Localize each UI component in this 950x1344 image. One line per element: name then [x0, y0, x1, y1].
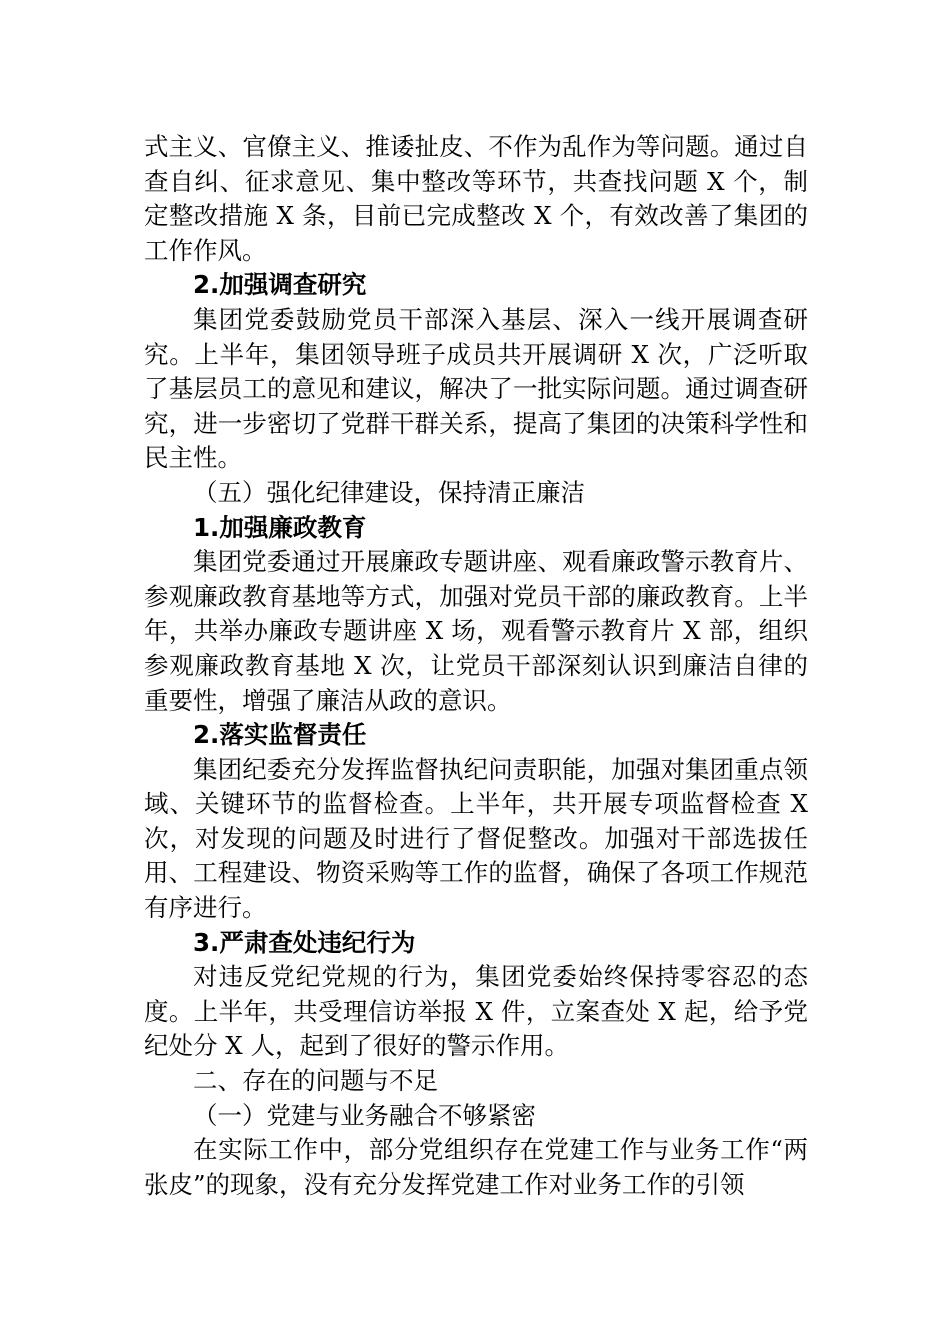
- paragraph-violations: 对违反党纪党规的行为，集团党委始终保持零容忍的态度。上半年，共受理信访举报 X 件，立案查处 X 起，给予党纪处分 X 人，起到了很好的警示作用。: [144, 962, 808, 1061]
- paragraph-integrity-education: 集团党委通过开展廉政专题讲座、观看廉政警示教育片、参观廉政教育基地等方式，加强对党员干部的廉政教育。上半年，共举办廉政专题讲座 X 场，观看警示教育片 X 部，组织参观廉政教育基地 X 次，让党员干部深刻认识到廉洁自律的重要性，增强了廉洁从政的意识。: [144, 547, 808, 715]
- paragraph-investigation: 集团党委鼓励党员干部深入基层、深入一线开展调查研究。上半年，集团领导班子成员共开展调研 X 次，广泛听取了基层员工的意见和建议，解决了一批实际问题。通过调查研究，进一步密切了党群干群关系，提高了集团的决策科学性和民主性。: [144, 304, 808, 473]
- subheading-violations: 3.严肃查处违纪行为: [193, 927, 416, 957]
- section-heading-integration: （一）党建与业务融合不够紧密: [193, 1100, 536, 1130]
- section-heading-problems: 二、存在的问题与不足: [193, 1066, 438, 1096]
- subheading-supervision: 2.落实监督责任: [193, 720, 367, 750]
- document-body: [144, 130, 808, 1202]
- paragraph-integration: 在实际工作中，部分党组织存在党建工作与业务工作“两张皮”的现象，没有充分发挥党建工作对业务工作的引领: [144, 1135, 808, 1199]
- paragraph-continued: 式主义、官僚主义、推诿扯皮、不作为乱作为等问题。通过自查自纠、征求意见、集中整改等环节，共查找问题 X 个，制定整改措施 X 条，目前已完成整改 X 个，有效改善了集团的工作作风。: [144, 132, 808, 265]
- subheading-integrity-education: 1.加强廉政教育: [193, 512, 367, 542]
- paragraph-supervision: 集团纪委充分发挥监督执纪问责职能，加强对集团重点领域、关键环节的监督检查。上半年，共开展专项监督检查 X 次，对发现的问题及时进行了督促整改。加强对干部选拔任用、工程建设、物资采购等工作的监督，确保了各项工作规范有序进行。: [144, 754, 808, 923]
- section-heading-discipline: （五）强化纪律建设，保持清正廉洁: [193, 477, 585, 507]
- subheading-investigation: 2.加强调查研究: [193, 270, 367, 300]
